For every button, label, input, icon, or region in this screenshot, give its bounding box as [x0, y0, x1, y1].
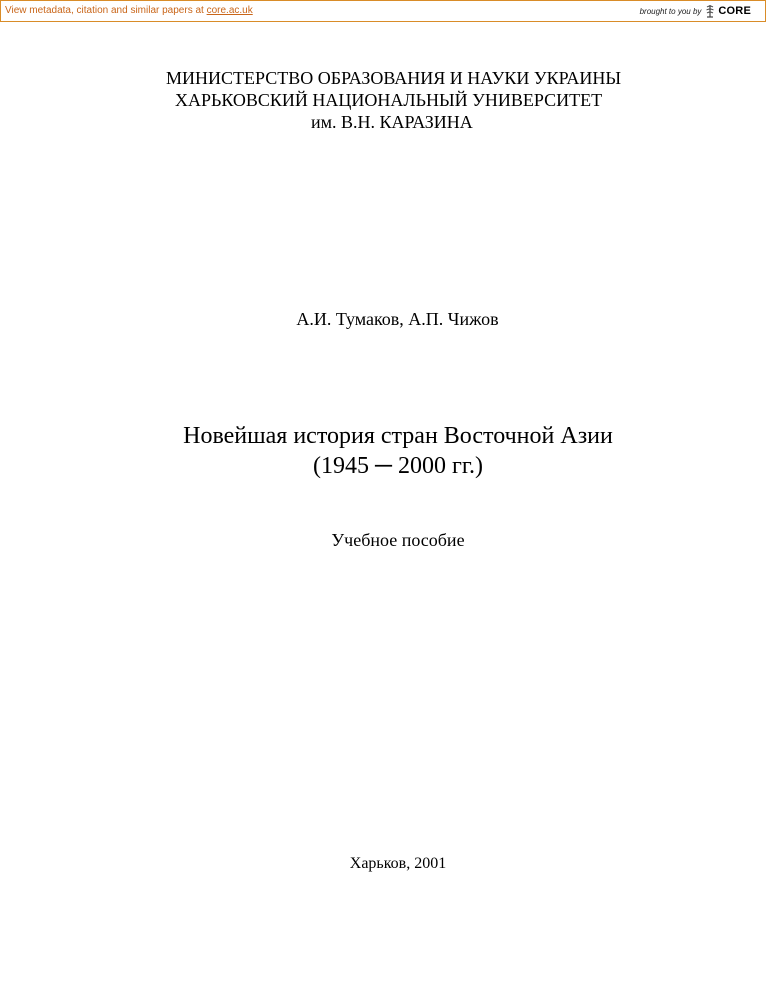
- place-and-year: Харьков, 2001: [349, 855, 447, 872]
- core-banner: [0, 0, 766, 22]
- core-metadata-label: View metadata, citation and similar papers at: [5, 5, 207, 16]
- ministry-line: МИНИСТЕРСТВО ОБРАЗОВАНИЯ И НАУКИ УКРАИНЫ: [166, 68, 622, 88]
- core-logo-text: CORE: [718, 5, 751, 17]
- core-link[interactable]: core.ac.uk: [206, 5, 253, 16]
- university-name-line: им. В.Н. КАРАЗИНА: [311, 112, 473, 132]
- core-metadata-text: [5, 5, 253, 16]
- book-title-period: (1945 ─ 2000 гг.): [313, 453, 483, 479]
- core-brand[interactable]: [640, 4, 751, 18]
- core-logo-icon: [705, 4, 715, 18]
- university-line: ХАРЬКОВСКИЙ НАЦИОНАЛЬНЫЙ УНИВЕРСИТЕТ: [175, 90, 603, 110]
- core-brought-text: brought to you by: [639, 6, 702, 16]
- book-title: Новейшая история стран Восточной Азии: [183, 423, 613, 449]
- authors: А.И. Тумаков, А.П. Чижов: [296, 309, 499, 329]
- document-type: Учебное пособие: [331, 530, 465, 550]
